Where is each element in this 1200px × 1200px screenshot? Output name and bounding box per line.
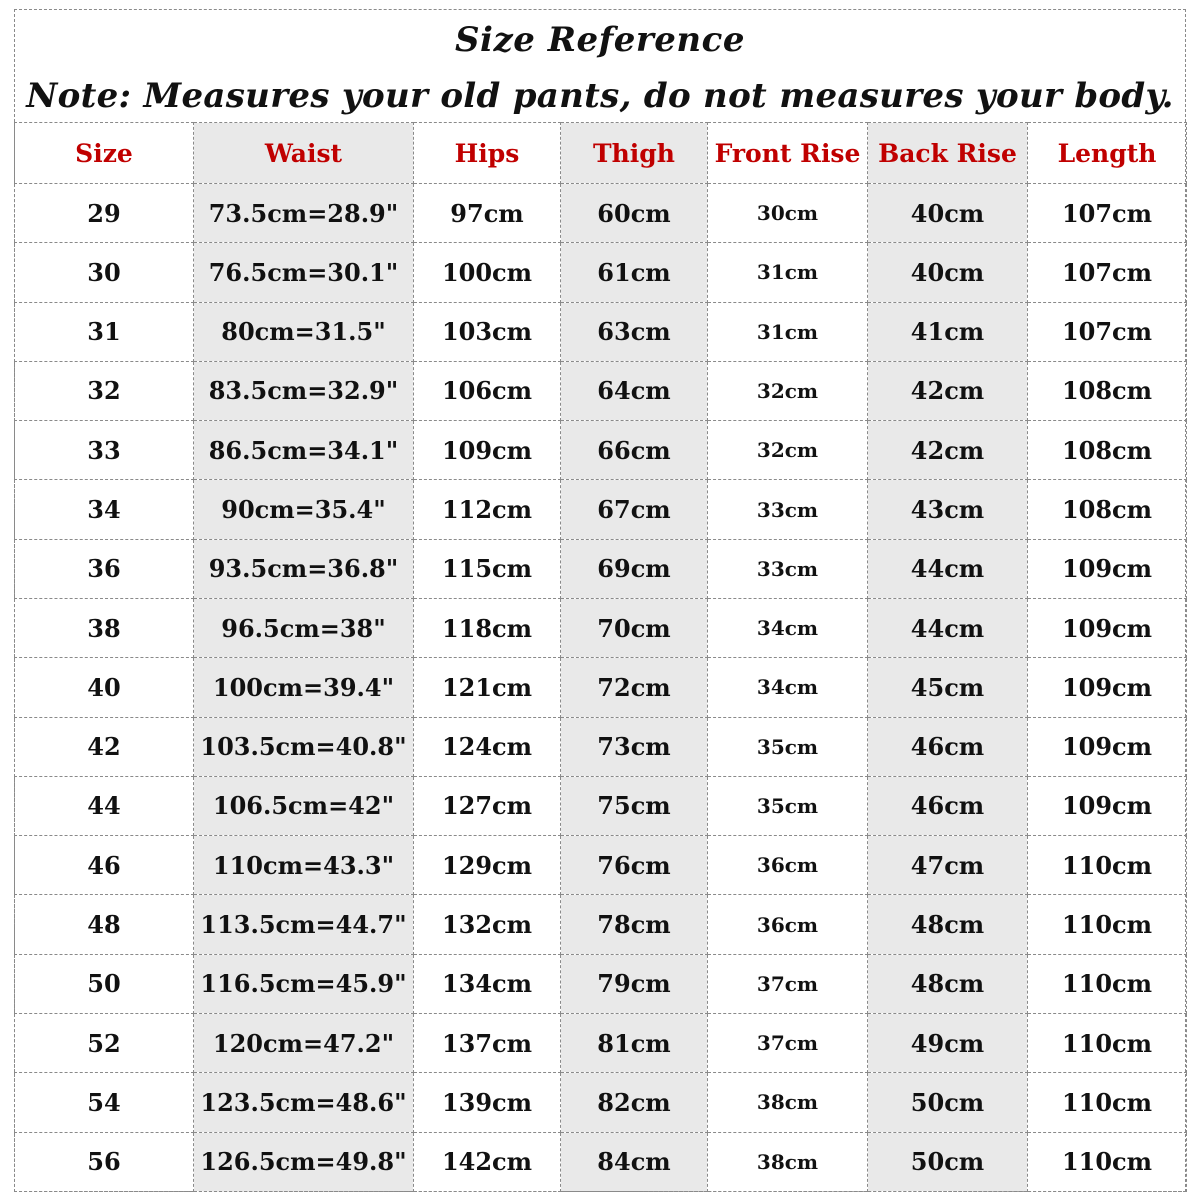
cell-back-rise: 44cm [868, 539, 1028, 598]
cell-hips: 109cm [414, 421, 561, 480]
cell-thigh: 69cm [561, 539, 708, 598]
cell-front-rise: 32cm [708, 421, 868, 480]
size-chart-sheet [14, 9, 1186, 1192]
cell-thigh: 73cm [561, 717, 708, 776]
cell-hips: 103cm [414, 302, 561, 361]
table-header-row [15, 123, 1187, 184]
cell-length: 109cm [1028, 658, 1187, 717]
title-block [15, 10, 1185, 123]
cell-waist: 80cm=31.5" [194, 302, 414, 361]
cell-hips: 124cm [414, 717, 561, 776]
cell-hips: 115cm [414, 539, 561, 598]
cell-length: 107cm [1028, 184, 1187, 243]
cell-thigh: 78cm [561, 895, 708, 954]
cell-front-rise: 35cm [708, 717, 868, 776]
cell-thigh: 70cm [561, 598, 708, 657]
cell-waist: 86.5cm=34.1" [194, 421, 414, 480]
cell-hips: 112cm [414, 480, 561, 539]
table-row [15, 717, 1187, 776]
cell-waist: 123.5cm=48.6" [194, 1073, 414, 1132]
measurement-note: Note: Measures your old pants, do not measures your body. [26, 76, 1174, 116]
cell-length: 108cm [1028, 361, 1187, 420]
cell-hips: 137cm [414, 1013, 561, 1072]
cell-waist: 103.5cm=40.8" [194, 717, 414, 776]
table-row [15, 895, 1187, 954]
cell-front-rise: 37cm [708, 954, 868, 1013]
cell-thigh: 75cm [561, 776, 708, 835]
cell-size: 54 [15, 1073, 194, 1132]
cell-front-rise: 34cm [708, 598, 868, 657]
cell-front-rise: 30cm [708, 184, 868, 243]
cell-length: 107cm [1028, 243, 1187, 302]
cell-waist: 73.5cm=28.9" [194, 184, 414, 243]
cell-waist: 110cm=43.3" [194, 836, 414, 895]
column-header-length: Length [1028, 123, 1187, 184]
column-header-back-rise: Back Rise [868, 123, 1028, 184]
cell-back-rise: 41cm [868, 302, 1028, 361]
cell-back-rise: 42cm [868, 421, 1028, 480]
cell-hips: 97cm [414, 184, 561, 243]
cell-hips: 132cm [414, 895, 561, 954]
table-row [15, 480, 1187, 539]
cell-hips: 127cm [414, 776, 561, 835]
cell-back-rise: 45cm [868, 658, 1028, 717]
cell-thigh: 81cm [561, 1013, 708, 1072]
table-row [15, 184, 1187, 243]
cell-thigh: 66cm [561, 421, 708, 480]
cell-hips: 129cm [414, 836, 561, 895]
cell-size: 48 [15, 895, 194, 954]
cell-length: 110cm [1028, 1132, 1187, 1192]
cell-hips: 121cm [414, 658, 561, 717]
cell-back-rise: 48cm [868, 954, 1028, 1013]
cell-waist: 83.5cm=32.9" [194, 361, 414, 420]
table-row [15, 1013, 1187, 1072]
column-header-hips: Hips [414, 123, 561, 184]
cell-waist: 120cm=47.2" [194, 1013, 414, 1072]
cell-back-rise: 40cm [868, 243, 1028, 302]
cell-size: 32 [15, 361, 194, 420]
table-row [15, 1073, 1187, 1132]
cell-size: 42 [15, 717, 194, 776]
cell-waist: 76.5cm=30.1" [194, 243, 414, 302]
cell-thigh: 82cm [561, 1073, 708, 1132]
cell-front-rise: 38cm [708, 1073, 868, 1132]
table-row [15, 954, 1187, 1013]
cell-length: 110cm [1028, 1013, 1187, 1072]
table-row [15, 776, 1187, 835]
cell-waist: 113.5cm=44.7" [194, 895, 414, 954]
cell-thigh: 67cm [561, 480, 708, 539]
cell-hips: 139cm [414, 1073, 561, 1132]
table-row [15, 302, 1187, 361]
cell-size: 52 [15, 1013, 194, 1072]
table-row [15, 598, 1187, 657]
cell-size: 50 [15, 954, 194, 1013]
cell-back-rise: 40cm [868, 184, 1028, 243]
cell-size: 56 [15, 1132, 194, 1192]
cell-length: 110cm [1028, 895, 1187, 954]
cell-back-rise: 42cm [868, 361, 1028, 420]
cell-waist: 93.5cm=36.8" [194, 539, 414, 598]
cell-size: 40 [15, 658, 194, 717]
table-row [15, 539, 1187, 598]
cell-thigh: 72cm [561, 658, 708, 717]
cell-length: 110cm [1028, 836, 1187, 895]
cell-waist: 96.5cm=38" [194, 598, 414, 657]
cell-length: 110cm [1028, 954, 1187, 1013]
cell-hips: 118cm [414, 598, 561, 657]
cell-size: 38 [15, 598, 194, 657]
cell-front-rise: 31cm [708, 302, 868, 361]
cell-back-rise: 50cm [868, 1073, 1028, 1132]
cell-front-rise: 33cm [708, 539, 868, 598]
cell-back-rise: 50cm [868, 1132, 1028, 1192]
page-title: Size Reference [455, 20, 745, 60]
column-header-size: Size [15, 123, 194, 184]
cell-length: 109cm [1028, 776, 1187, 835]
cell-length: 107cm [1028, 302, 1187, 361]
cell-hips: 142cm [414, 1132, 561, 1192]
cell-waist: 116.5cm=45.9" [194, 954, 414, 1013]
cell-back-rise: 49cm [868, 1013, 1028, 1072]
cell-waist: 126.5cm=49.8" [194, 1132, 414, 1192]
cell-thigh: 63cm [561, 302, 708, 361]
column-header-front-rise: Front Rise [708, 123, 868, 184]
cell-length: 108cm [1028, 421, 1187, 480]
cell-size: 34 [15, 480, 194, 539]
cell-length: 109cm [1028, 598, 1187, 657]
cell-thigh: 61cm [561, 243, 708, 302]
cell-front-rise: 35cm [708, 776, 868, 835]
column-header-waist: Waist [194, 123, 414, 184]
cell-length: 110cm [1028, 1073, 1187, 1132]
cell-back-rise: 43cm [868, 480, 1028, 539]
cell-back-rise: 46cm [868, 717, 1028, 776]
cell-thigh: 79cm [561, 954, 708, 1013]
column-header-thigh: Thigh [561, 123, 708, 184]
table-row [15, 421, 1187, 480]
cell-thigh: 60cm [561, 184, 708, 243]
cell-front-rise: 36cm [708, 895, 868, 954]
table-row [15, 836, 1187, 895]
cell-front-rise: 32cm [708, 361, 868, 420]
cell-waist: 100cm=39.4" [194, 658, 414, 717]
cell-thigh: 84cm [561, 1132, 708, 1192]
cell-waist: 90cm=35.4" [194, 480, 414, 539]
cell-back-rise: 44cm [868, 598, 1028, 657]
cell-size: 33 [15, 421, 194, 480]
cell-size: 29 [15, 184, 194, 243]
cell-front-rise: 34cm [708, 658, 868, 717]
cell-length: 109cm [1028, 539, 1187, 598]
table-row [15, 361, 1187, 420]
cell-back-rise: 48cm [868, 895, 1028, 954]
cell-front-rise: 33cm [708, 480, 868, 539]
cell-length: 109cm [1028, 717, 1187, 776]
cell-length: 108cm [1028, 480, 1187, 539]
cell-front-rise: 38cm [708, 1132, 868, 1192]
cell-thigh: 64cm [561, 361, 708, 420]
table-body [15, 184, 1187, 1192]
cell-size: 44 [15, 776, 194, 835]
cell-thigh: 76cm [561, 836, 708, 895]
cell-back-rise: 47cm [868, 836, 1028, 895]
table-row [15, 243, 1187, 302]
table-row [15, 1132, 1187, 1192]
size-table [14, 122, 1187, 1192]
cell-hips: 134cm [414, 954, 561, 1013]
cell-front-rise: 37cm [708, 1013, 868, 1072]
cell-front-rise: 31cm [708, 243, 868, 302]
cell-size: 46 [15, 836, 194, 895]
table-row [15, 658, 1187, 717]
cell-back-rise: 46cm [868, 776, 1028, 835]
cell-hips: 100cm [414, 243, 561, 302]
cell-front-rise: 36cm [708, 836, 868, 895]
cell-size: 31 [15, 302, 194, 361]
cell-waist: 106.5cm=42" [194, 776, 414, 835]
cell-size: 30 [15, 243, 194, 302]
cell-size: 36 [15, 539, 194, 598]
cell-hips: 106cm [414, 361, 561, 420]
